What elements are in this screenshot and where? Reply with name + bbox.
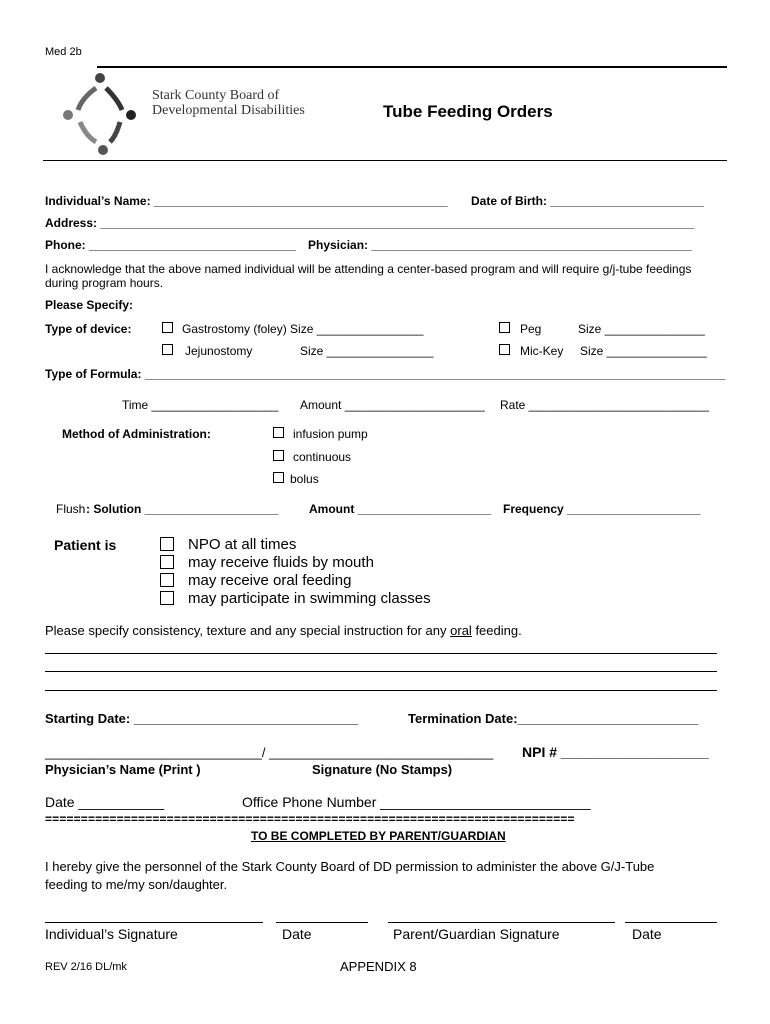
- peg-checkbox[interactable]: [499, 322, 510, 333]
- appendix-label: APPENDIX 8: [340, 959, 417, 974]
- npo-label: NPO at all times: [188, 536, 297, 553]
- consistency-text-underlined: oral: [450, 623, 472, 638]
- mickey-label: Mic-Key: [520, 344, 564, 358]
- org-logo: [60, 70, 140, 156]
- parent-signature-line[interactable]: [388, 922, 615, 923]
- org-name-line2: Developmental Disabilities: [152, 103, 305, 118]
- infusion-pump-label: infusion pump: [293, 427, 368, 441]
- patient-is-label: Patient is: [54, 537, 117, 553]
- consistency-line-2[interactable]: [45, 671, 717, 672]
- physician-signature-line[interactable]: ______________________________/ _______________________________: [45, 745, 494, 760]
- revision-code: REV 2/16 DL/mk: [45, 961, 127, 973]
- page-title: Tube Feeding Orders: [383, 102, 553, 121]
- physician-name-label: Physician’s Name (Print ): [45, 762, 201, 777]
- swimming-label: may participate in swimming classes: [188, 590, 431, 607]
- peg-label: Peg: [520, 322, 542, 336]
- header-bottom-rule: [43, 160, 727, 161]
- permission-line2: feeding to me/my son/daughter.: [45, 877, 228, 892]
- section-divider: ==========================================================================: [45, 812, 575, 826]
- physician-field[interactable]: Physician: ________________________________________________: [308, 238, 692, 252]
- starting-date-field[interactable]: Starting Date: _______________________________: [45, 711, 358, 726]
- gastrostomy-label: Gastrostomy (foley) Size ________________: [182, 322, 424, 336]
- bolus-label: bolus: [290, 472, 319, 486]
- jejunostomy-label: Jejunostomy: [185, 344, 253, 358]
- mickey-checkbox[interactable]: [499, 344, 510, 355]
- device-type-label: Type of device:: [45, 322, 132, 336]
- phone-field[interactable]: Phone: _______________________________: [45, 238, 296, 252]
- individual-name-field[interactable]: Individual’s Name: ____________________________________________: [45, 194, 448, 208]
- header-top-rule: [97, 66, 727, 68]
- date1-line[interactable]: [276, 922, 368, 923]
- jejunostomy-size-field[interactable]: Size ________________: [300, 344, 434, 358]
- gastrostomy-checkbox[interactable]: [162, 322, 173, 333]
- jejunostomy-checkbox[interactable]: [162, 344, 173, 355]
- time-field[interactable]: Time ___________________: [122, 398, 279, 412]
- flush-label: Flush: [56, 502, 86, 516]
- individual-signature-label: Individual’s Signature: [45, 926, 178, 942]
- peg-size-field[interactable]: Size _______________: [578, 322, 705, 336]
- oral-feeding-label: may receive oral feeding: [188, 572, 352, 589]
- bolus-checkbox[interactable]: [273, 472, 284, 483]
- please-specify-label: Please Specify:: [45, 298, 134, 312]
- flush-frequency-field[interactable]: Frequency ____________________: [503, 502, 701, 516]
- org-name-line1: Stark County Board of: [152, 88, 280, 103]
- administration-label: Method of Administration:: [62, 427, 211, 441]
- mickey-size-field[interactable]: Size _______________: [580, 344, 707, 358]
- permission-line1: I hereby give the personnel of the Stark County Board of DD permission to administer the above G/J-Tube: [45, 859, 655, 874]
- flush-amount-field[interactable]: Amount ____________________: [309, 502, 492, 516]
- parent-signature-label: Parent/Guardian Signature: [393, 926, 560, 942]
- rate-field[interactable]: Rate ___________________________: [500, 398, 709, 412]
- fluids-by-mouth-checkbox[interactable]: [160, 555, 174, 569]
- form-code: Med 2b: [45, 46, 82, 58]
- acknowledge-line1: I acknowledge that the above named individual will be attending a center-based program and will require g/j-tube feedings: [45, 262, 692, 276]
- consistency-line-1[interactable]: [45, 653, 717, 654]
- acknowledge-line2: during program hours.: [45, 276, 164, 290]
- office-date-field[interactable]: Date ___________: [45, 794, 165, 810]
- npi-field[interactable]: NPI # ___________________: [522, 744, 709, 760]
- logo-mark-icon: [60, 70, 140, 156]
- parent-section-heading: TO BE COMPLETED BY PARENT/GUARDIAN: [251, 829, 506, 843]
- consistency-text-after: feeding.: [471, 623, 522, 638]
- formula-field[interactable]: Type of Formula: _______________________________________________________________________________________: [45, 367, 726, 381]
- consistency-line-3[interactable]: [45, 690, 717, 691]
- amount-field[interactable]: Amount _____________________: [300, 398, 485, 412]
- consistency-instruction: [45, 623, 522, 638]
- date2-line[interactable]: [625, 922, 717, 923]
- address-field[interactable]: Address: _________________________________________________________________________________________: [45, 216, 695, 230]
- npo-checkbox[interactable]: [160, 537, 174, 551]
- swimming-checkbox[interactable]: [160, 591, 174, 605]
- consistency-text-before: Please specify consistency, texture and any special instruction for any: [45, 623, 451, 638]
- office-phone-field[interactable]: Office Phone Number ___________________________: [242, 794, 591, 810]
- date-of-birth-field[interactable]: Date of Birth: _______________________: [471, 194, 704, 208]
- date1-label: Date: [282, 926, 312, 942]
- termination-date-field[interactable]: Termination Date:_________________________: [408, 711, 699, 726]
- infusion-pump-checkbox[interactable]: [273, 427, 284, 438]
- continuous-label: continuous: [293, 450, 352, 464]
- date2-label: Date: [632, 926, 662, 942]
- continuous-checkbox[interactable]: [273, 450, 284, 461]
- individual-signature-line[interactable]: [45, 922, 263, 923]
- flush-solution-field[interactable]: : Solution ____________________: [86, 502, 279, 516]
- oral-feeding-checkbox[interactable]: [160, 573, 174, 587]
- signature-label: Signature (No Stamps): [312, 762, 453, 777]
- fluids-by-mouth-label: may receive fluids by mouth: [188, 554, 374, 571]
